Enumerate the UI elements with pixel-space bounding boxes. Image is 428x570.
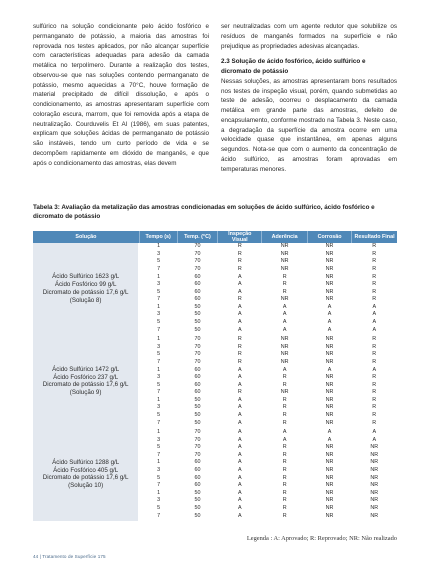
table-caption: Tabela 3: Avaliação da metalização das amostras condicionadas em soluções de ácido sulfúrico, ácido fosfórico e dicromato de potássio bbox=[33, 204, 375, 220]
tempo-cell: 7 bbox=[157, 451, 161, 458]
resultado-cell: R bbox=[372, 412, 377, 418]
corrosao-cell: NR bbox=[325, 250, 334, 257]
solution-line: (Solução 10) bbox=[68, 482, 104, 490]
aderencia-cell: R bbox=[282, 489, 287, 496]
tempo-cell: 7 bbox=[139, 419, 177, 428]
corrosao-cell: NR bbox=[325, 243, 334, 250]
inspecao-cell: A bbox=[237, 497, 242, 504]
corrosao-cell: A bbox=[327, 319, 332, 326]
inspecao-cell: A bbox=[237, 281, 242, 288]
table-body bbox=[33, 243, 397, 521]
resultado-cell: R bbox=[372, 336, 377, 343]
inspecao-cell: A bbox=[237, 303, 242, 310]
temp-cell: 70 bbox=[194, 336, 201, 343]
tempo-cell: 7 bbox=[139, 326, 177, 335]
temp-cell: 60 bbox=[194, 273, 201, 280]
inspecao-cell: A bbox=[218, 326, 262, 335]
resultado-cell: A bbox=[352, 326, 397, 335]
tempo-cell: 7 bbox=[157, 296, 161, 303]
resultado-cell: R bbox=[372, 389, 377, 396]
aderencia-cell: NR bbox=[280, 266, 289, 273]
temp-cell: 50 bbox=[194, 504, 201, 511]
corrosao-cell: NR bbox=[325, 412, 334, 418]
corrosao-cell: NR bbox=[325, 474, 334, 481]
aderencia-cell: A bbox=[282, 429, 287, 436]
corrosao-cell: NR bbox=[325, 358, 334, 365]
inspecao-cell: A bbox=[237, 366, 242, 373]
inspecao-cell: R bbox=[237, 296, 242, 303]
resultado-cell: R bbox=[372, 374, 377, 381]
corrosao-cell: NR bbox=[325, 389, 334, 396]
corrosao-cell: NR bbox=[325, 504, 334, 511]
solution-line: Dicromato de potássio 17,6 g/L bbox=[42, 288, 129, 296]
inspecao-cell: A bbox=[237, 482, 242, 489]
inspecao-cell: A bbox=[237, 381, 242, 388]
corrosao-cell: A bbox=[327, 303, 332, 310]
tempo-cell: 1 bbox=[157, 459, 161, 466]
resultado-cell: NR bbox=[352, 512, 397, 521]
temp-cell: 50 bbox=[177, 512, 218, 521]
resultado-cell: R bbox=[372, 266, 377, 273]
resultado-cell: R bbox=[372, 250, 377, 257]
inspecao-cell: A bbox=[218, 512, 262, 521]
solution-line: Ácido Sulfúrico 1623 g/L bbox=[52, 273, 120, 281]
aderencia-cell: R bbox=[282, 467, 287, 474]
temp-cell: 60 bbox=[194, 288, 201, 295]
temp-cell: 70 bbox=[194, 451, 201, 458]
temp-cell: 60 bbox=[194, 374, 201, 381]
aderencia-cell: NR bbox=[280, 351, 289, 358]
resultado-cell: A bbox=[372, 429, 377, 436]
results-table bbox=[33, 231, 397, 522]
tempo-cell: 7 bbox=[139, 512, 177, 521]
resultado-cell: A bbox=[372, 319, 377, 326]
temp-cell: 50 bbox=[177, 419, 218, 428]
table-legend: Legenda : A: Aprovado; R: Reprovado; NR: Não realizado bbox=[246, 535, 397, 542]
temp-cell: 70 bbox=[194, 358, 201, 365]
aderencia-cell: R bbox=[282, 482, 287, 489]
aderencia-cell: NR bbox=[280, 336, 289, 343]
aderencia-cell: A bbox=[282, 319, 287, 326]
section-heading: 2.3 Solução de ácido fosfórico, ácido sulfúrico e dicromato de potássio bbox=[221, 58, 366, 75]
corrosao-cell: NR bbox=[325, 273, 334, 280]
tempo-cell: 7 bbox=[157, 358, 161, 365]
aderencia-cell: R bbox=[282, 396, 287, 403]
aderencia-cell: NR bbox=[280, 258, 289, 265]
aderencia-cell: NR bbox=[280, 343, 289, 350]
solution-line: Ácido Fosfórico 405 g/L bbox=[53, 466, 119, 474]
inspecao-cell: A bbox=[237, 273, 242, 280]
tempo-cell: 1 bbox=[157, 336, 161, 343]
corrosao-cell: NR bbox=[308, 419, 352, 428]
corrosao-cell: NR bbox=[325, 296, 334, 303]
temp-cell: 50 bbox=[194, 489, 201, 496]
inspecao-cell: A bbox=[237, 288, 242, 295]
aderencia-cell: NR bbox=[280, 243, 289, 250]
resultado-cell: NR bbox=[370, 504, 379, 511]
resultado-cell: R bbox=[372, 281, 377, 288]
inspecao-cell: A bbox=[237, 444, 242, 451]
resultado-cell: NR bbox=[370, 451, 379, 458]
table-header-row bbox=[33, 231, 397, 243]
aderencia-cell: R bbox=[262, 419, 308, 428]
temp-cell: 60 bbox=[194, 459, 201, 466]
aderencia-cell: NR bbox=[280, 358, 289, 365]
inspecao-cell: A bbox=[237, 429, 242, 436]
resultado-cell: A bbox=[372, 311, 377, 318]
left-paragraph: sulfúrico na solução condicionante pelo ácido fosfórico e permanganato de potássio, a maioria das amostras foi reprovada nos testes aplicados, por não alcançar superfície com características adequadas para adesão da camada metálica no terpolímero. Durante a realização dos testes, observou-se que nas soluções contendo permanganato de potássio, mesmo aquecidas a 70°C, houve formação de material precipitado de difícil dissolução, e após o condicionamento, as amostras apresentaram superfície com coloração escura, marrom, que foi removida após a etapa de neutralização. Courduvelis Et Al (1986), em suas patentes, explicam que soluções ácidas de permanganato de potássio são instáveis, tendo um curto período de vida e se decompõem rapidamente em dióxido de manganês, e que após o condicionamento das amostras, elas devem bbox=[33, 23, 209, 167]
corrosao-cell: NR bbox=[325, 281, 334, 288]
resultado-cell: R bbox=[372, 381, 377, 388]
corrosao-cell: NR bbox=[325, 489, 334, 496]
tempo-cell: 1 bbox=[157, 366, 161, 373]
header-inspecao: Inspeção Visual bbox=[218, 231, 262, 243]
inspecao-cell: R bbox=[237, 336, 242, 343]
table-row bbox=[33, 243, 397, 251]
temp-cell: 70 bbox=[194, 243, 201, 250]
aderencia-cell: NR bbox=[280, 389, 289, 396]
temp-cell: 50 bbox=[194, 412, 201, 418]
resultado-cell: R bbox=[372, 273, 377, 280]
right-body-paragraph: Nessas soluções, as amostras apresentaram bons resultados nos testes de inspeção visual, porém, quando submetidas ao teste de adesão, ocorreu o desplacamento da camada metálica em grande parte das amostras, defeito de encapsulamento, conforme mostrado na Tabela 3. Neste caso, a degradação da superfície da amostra ocorre em uma velocidade quase que instantânea, em apenas alguns segundos. Nota-se que com o aumento da concentração de ácido sulfúrico, as amostras foram aprovadas em temperaturas menores. bbox=[221, 77, 397, 173]
solution-line: Dicromato de potássio 17,6 g/L bbox=[42, 474, 129, 482]
tempo-cell: 3 bbox=[157, 281, 161, 288]
inspecao-cell: R bbox=[237, 351, 242, 358]
tempo-cell: 5 bbox=[157, 319, 161, 326]
corrosao-cell: A bbox=[327, 429, 332, 436]
resultado-cell: NR bbox=[370, 474, 379, 481]
aderencia-cell: R bbox=[282, 288, 287, 295]
aderencia-cell: A bbox=[282, 366, 287, 373]
resultado-cell: R bbox=[372, 288, 377, 295]
corrosao-cell: A bbox=[327, 436, 332, 443]
temp-cell: 60 bbox=[194, 296, 201, 303]
inspecao-cell: A bbox=[237, 311, 242, 318]
solution-line: Ácido Fosfórico 237 g/L bbox=[53, 373, 119, 381]
aderencia-cell: R bbox=[282, 444, 287, 451]
header-temp: Temp. (°C) bbox=[177, 231, 218, 243]
temp-cell: 50 bbox=[194, 319, 201, 326]
tempo-cell: 5 bbox=[157, 504, 161, 511]
temp-cell: 70 bbox=[194, 351, 201, 358]
solution-line: Ácido Sulfúrico 1472 g/L bbox=[52, 365, 120, 373]
inspecao-cell: R bbox=[237, 243, 242, 250]
aderencia-cell: NR bbox=[280, 250, 289, 257]
aderencia-cell: A bbox=[282, 303, 287, 310]
resultado-cell: R bbox=[372, 358, 377, 365]
resultado-cell: R bbox=[372, 343, 377, 350]
corrosao-cell: NR bbox=[308, 512, 352, 521]
tempo-cell: 3 bbox=[157, 250, 161, 257]
inspecao-cell: A bbox=[237, 319, 242, 326]
inspecao-cell: A bbox=[237, 396, 242, 403]
table-row bbox=[33, 428, 397, 437]
solution-cell bbox=[33, 428, 139, 521]
tempo-cell: 3 bbox=[157, 404, 161, 411]
aderencia-cell: R bbox=[282, 404, 287, 411]
temp-cell: 70 bbox=[194, 429, 201, 436]
temp-cell: 50 bbox=[194, 311, 201, 318]
resultado-cell: R bbox=[372, 351, 377, 358]
inspecao-cell: A bbox=[237, 436, 242, 443]
corrosao-cell: NR bbox=[325, 444, 334, 451]
corrosao-cell: NR bbox=[325, 497, 334, 504]
solution-cell bbox=[33, 335, 139, 428]
resultado-cell: R bbox=[372, 296, 377, 303]
aderencia-cell: R bbox=[282, 451, 287, 458]
corrosao-cell: A bbox=[327, 366, 332, 373]
inspecao-cell: R bbox=[237, 358, 242, 365]
tempo-cell: 5 bbox=[157, 351, 161, 358]
temp-cell: 60 bbox=[194, 467, 201, 474]
resultado-cell: R bbox=[352, 419, 397, 428]
temp-cell: 70 bbox=[194, 250, 201, 257]
aderencia-cell: NR bbox=[280, 296, 289, 303]
aderencia-cell: R bbox=[282, 381, 287, 388]
corrosao-cell: NR bbox=[325, 258, 334, 265]
resultado-cell: NR bbox=[370, 482, 379, 489]
corrosao-cell: NR bbox=[325, 343, 334, 350]
inspecao-cell: R bbox=[237, 343, 242, 350]
inspecao-cell: A bbox=[237, 504, 242, 511]
inspecao-cell: A bbox=[218, 419, 262, 428]
temp-cell: 60 bbox=[194, 474, 201, 481]
corrosao-cell: NR bbox=[325, 336, 334, 343]
tempo-cell: 3 bbox=[157, 374, 161, 381]
corrosao-cell: NR bbox=[325, 451, 334, 458]
solution-line: Ácido Fosfórico 99 g/L bbox=[54, 281, 117, 289]
tempo-cell: 7 bbox=[157, 266, 161, 273]
inspecao-cell: A bbox=[237, 467, 242, 474]
resultado-cell: R bbox=[372, 243, 377, 250]
header-resultado: Resultado Final bbox=[352, 231, 397, 243]
temp-cell: 50 bbox=[194, 497, 201, 504]
tempo-cell: 5 bbox=[157, 258, 161, 265]
right-column bbox=[221, 22, 397, 174]
inspecao-cell: A bbox=[237, 474, 242, 481]
solution-line: Ácido Sulfúrico 1288 g/L bbox=[52, 458, 120, 466]
resultado-cell: NR bbox=[370, 459, 379, 466]
temp-cell: 70 bbox=[194, 266, 201, 273]
resultado-cell: NR bbox=[370, 497, 379, 504]
header-aderencia: Aderência bbox=[262, 231, 308, 243]
resultado-cell: NR bbox=[370, 489, 379, 496]
temp-cell: 70 bbox=[194, 444, 201, 451]
tempo-cell: 1 bbox=[157, 303, 161, 310]
tempo-cell: 3 bbox=[157, 343, 161, 350]
tempo-cell: 1 bbox=[157, 429, 161, 436]
corrosao-cell: NR bbox=[325, 351, 334, 358]
tempo-cell: 5 bbox=[157, 288, 161, 295]
tempo-cell: 7 bbox=[157, 389, 161, 396]
inspecao-cell: A bbox=[237, 412, 242, 418]
tempo-cell: 1 bbox=[157, 273, 161, 280]
corrosao-cell: NR bbox=[325, 288, 334, 295]
resultado-cell: A bbox=[372, 303, 377, 310]
corrosao-cell: NR bbox=[325, 374, 334, 381]
tempo-cell: 3 bbox=[157, 311, 161, 318]
resultado-cell: NR bbox=[370, 444, 379, 451]
corrosao-cell: NR bbox=[325, 404, 334, 411]
temp-cell: 70 bbox=[194, 258, 201, 265]
resultado-cell: R bbox=[372, 404, 377, 411]
temp-cell: 50 bbox=[194, 396, 201, 403]
header-solucao: Solução bbox=[33, 231, 139, 243]
resultado-cell: R bbox=[372, 396, 377, 403]
temp-cell: 60 bbox=[194, 281, 201, 288]
inspecao-cell: A bbox=[237, 489, 242, 496]
aderencia-cell: R bbox=[282, 474, 287, 481]
corrosao-cell: A bbox=[327, 311, 332, 318]
corrosao-cell: NR bbox=[325, 396, 334, 403]
header-corrosao: Corrosão bbox=[308, 231, 352, 243]
tempo-cell: 5 bbox=[157, 412, 161, 418]
aderencia-cell: R bbox=[262, 512, 308, 521]
tempo-cell: 1 bbox=[157, 396, 161, 403]
inspecao-cell: R bbox=[237, 266, 242, 273]
tempo-cell: 5 bbox=[157, 381, 161, 388]
tempo-cell: 1 bbox=[157, 489, 161, 496]
temp-cell: 50 bbox=[177, 326, 218, 335]
tempo-cell: 5 bbox=[157, 444, 161, 451]
corrosao-cell: A bbox=[308, 326, 352, 335]
aderencia-cell: R bbox=[282, 374, 287, 381]
aderencia-cell: A bbox=[262, 326, 308, 335]
aderencia-cell: R bbox=[282, 504, 287, 511]
right-intro-paragraph: ser neutralizadas com um agente redutor que solubilize os resíduos de manganês formados na superfície e não prejudique as propriedades adesivas alcançadas. bbox=[221, 23, 397, 50]
tempo-cell: 1 bbox=[157, 243, 161, 250]
corrosao-cell: NR bbox=[325, 467, 334, 474]
left-column bbox=[33, 22, 209, 168]
resultado-cell: A bbox=[372, 436, 377, 443]
tempo-cell: 3 bbox=[157, 497, 161, 504]
inspecao-cell: A bbox=[237, 404, 242, 411]
temp-cell: 70 bbox=[194, 436, 201, 443]
aderencia-cell: R bbox=[282, 459, 287, 466]
header-tempo: Tempo (s) bbox=[139, 231, 177, 243]
page-footer: 44 | Tratamento de Superfície 175 bbox=[33, 554, 106, 559]
aderencia-cell: A bbox=[282, 436, 287, 443]
tempo-cell: 3 bbox=[157, 436, 161, 443]
aderencia-cell: R bbox=[282, 273, 287, 280]
temp-cell: 50 bbox=[194, 303, 201, 310]
resultado-cell: R bbox=[372, 258, 377, 265]
temp-cell: 70 bbox=[194, 343, 201, 350]
solution-line: (Solução 9) bbox=[69, 389, 102, 397]
inspecao-cell: R bbox=[237, 258, 242, 265]
temp-cell: 60 bbox=[194, 389, 201, 396]
resultado-cell: A bbox=[372, 366, 377, 373]
inspecao-cell: A bbox=[237, 451, 242, 458]
aderencia-cell: A bbox=[282, 311, 287, 318]
solution-line: (Solução 8) bbox=[69, 296, 102, 304]
solution-cell bbox=[33, 243, 139, 335]
resultado-cell: NR bbox=[370, 467, 379, 474]
solution-line: Dicromato de potássio 17,6 g/L bbox=[42, 381, 129, 389]
temp-cell: 50 bbox=[194, 404, 201, 411]
inspecao-cell: A bbox=[237, 459, 242, 466]
table-row bbox=[33, 335, 397, 344]
corrosao-cell: NR bbox=[325, 459, 334, 466]
tempo-cell: 5 bbox=[157, 474, 161, 481]
temp-cell: 60 bbox=[194, 482, 201, 489]
tempo-cell: 3 bbox=[157, 467, 161, 474]
aderencia-cell: R bbox=[282, 281, 287, 288]
inspecao-cell: R bbox=[237, 250, 242, 257]
aderencia-cell: R bbox=[282, 497, 287, 504]
corrosao-cell: NR bbox=[325, 381, 334, 388]
corrosao-cell: NR bbox=[325, 482, 334, 489]
inspecao-cell: A bbox=[237, 374, 242, 381]
corrosao-cell: NR bbox=[325, 266, 334, 273]
aderencia-cell: R bbox=[282, 412, 287, 418]
temp-cell: 60 bbox=[194, 381, 201, 388]
temp-cell: 60 bbox=[194, 366, 201, 373]
tempo-cell: 7 bbox=[157, 482, 161, 489]
inspecao-cell: R bbox=[237, 389, 242, 396]
